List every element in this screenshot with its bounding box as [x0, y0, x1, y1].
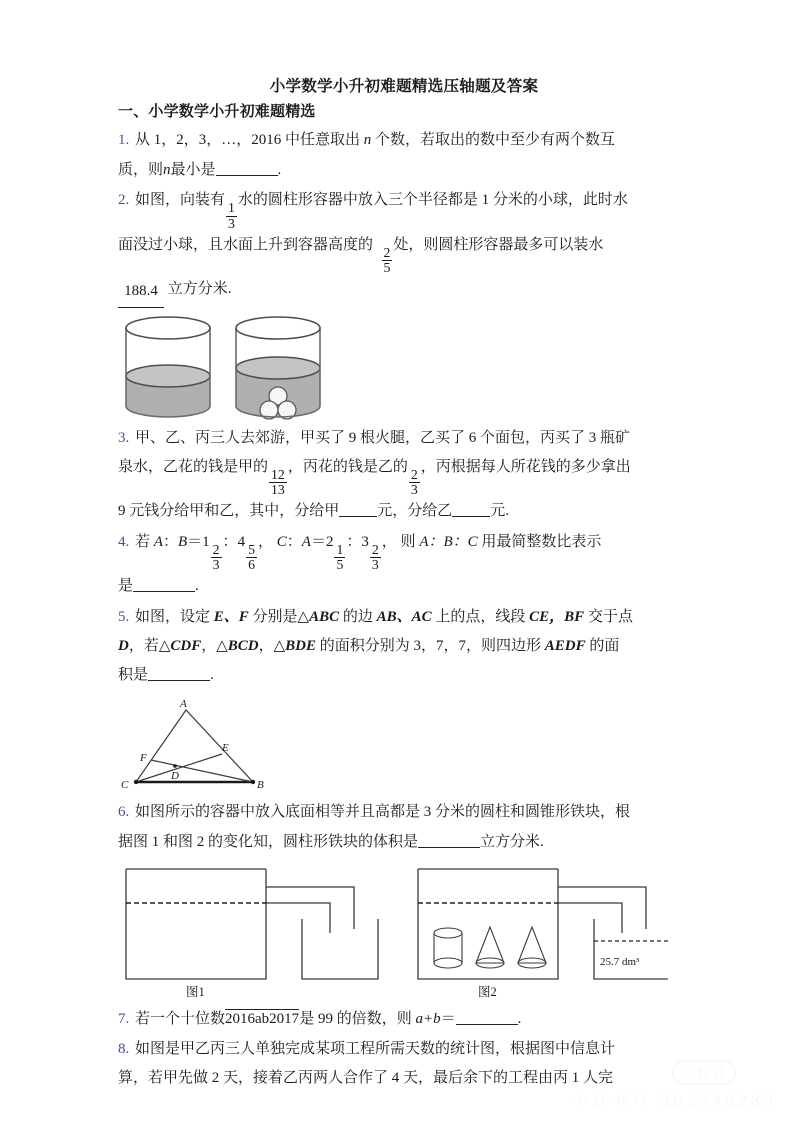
question-6-text-a: 如图所示的容器中放入底面相等并且高都是 3 分米的圆柱和圆锥形铁块，根 [135, 804, 631, 821]
question-5-text-c: 的边 [342, 608, 373, 625]
question-8-text-b: 算，若甲先做 2 天，接着乙丙两人合作了 4 天，最后余下的工程由丙 1 人完 [118, 1070, 614, 1087]
question-5-text-g: ，△ [201, 637, 228, 654]
question-8 [118, 1035, 690, 1094]
question-1-text-c: 质，则 [118, 161, 164, 178]
question-3-fraction-12-13: $\frac{12}{13}$ [271, 467, 285, 498]
question-4-eq2: ＝ [310, 533, 326, 550]
svg-text:A: A [180, 698, 187, 711]
question-7-eq: ＝ [440, 1010, 456, 1027]
question-4-answer-blank [133, 576, 195, 592]
question-4-number: 4. [118, 533, 130, 550]
question-4-mixed-2: 4 $\frac{5}{6}$ [237, 533, 255, 573]
question-6 [118, 798, 690, 857]
question-5-triangle-abc: ABC [309, 608, 340, 625]
question-3-text-b: 泉水，乙花的钱是甲的 [118, 458, 269, 475]
question-4-text-a: 若 [135, 533, 151, 550]
watermark-badge: 小红书 [672, 1060, 736, 1085]
question-1-var-n: n [363, 132, 372, 149]
question-2 [118, 186, 690, 308]
figure-triangle [118, 696, 690, 796]
question-2-text-e: 立方分米. [167, 281, 232, 298]
question-7-overlined-number: 2016ab2017 [225, 1010, 300, 1027]
question-5-text-a: 如图，设定 [135, 608, 211, 625]
question-4-sep4: ： [346, 533, 362, 550]
question-2-answer-value: 188.4 [118, 277, 164, 307]
question-7-number: 7. [118, 1010, 130, 1027]
question-3-text-c: ，丙花的钱是乙的 [287, 458, 408, 475]
question-1: 1. 从 1，2，3，…，2016 中任意取出 n 个数，若取出的数中至少有两个数互 质，则n最小是 . [118, 132, 616, 178]
question-7 [118, 1005, 690, 1034]
document-content [118, 76, 690, 1095]
figure-cylinders [118, 314, 690, 422]
question-4-eq1: ＝ [187, 533, 203, 550]
question-2-text-b: 水的圆柱形容器中放入三个半径都是 1 分米的小球，此时水 [237, 191, 628, 208]
question-5: 5. 如图，设定 E、F 分别是△ABC 的边 AB、AC 上的点，线段 CE，BF 交于点 D，若△CDF，△BCD，△BDE 的面积分别为 3，7，7，则四边形 AEDF 的面 积是 . [118, 608, 633, 684]
figure-containers [118, 863, 690, 1003]
question-4-mixed-4: 3 $\frac{2}{3}$ [361, 533, 379, 573]
question-3-text-g: 元. [490, 503, 510, 520]
question-5-number: 5. [118, 608, 130, 625]
page-title: 小学数学小升初难题精选压轴题及答案 [269, 78, 539, 95]
question-1-number: 1. [118, 132, 130, 149]
question-4-var-b1: B [177, 533, 188, 550]
question-6-answer-blank [418, 832, 480, 848]
question-2-fraction-one-third: $\frac{1}{3}$ [228, 200, 235, 231]
question-3-blank-yi [452, 501, 490, 517]
question-5-segments: CE，BF [529, 608, 585, 625]
question-3-number: 3. [118, 429, 130, 446]
watermark-text: 小红书号 302340233 [572, 1093, 777, 1110]
question-5-quad-aedf: AEDF [544, 637, 586, 654]
question-7-expr: a+b [415, 1010, 441, 1027]
svg-text:C: C [121, 779, 129, 792]
question-5-tri-bde: BDE [285, 637, 317, 654]
question-4-comma2: ， [381, 533, 397, 550]
question-3-fraction-2-3: $\frac{2}{3}$ [410, 467, 418, 498]
question-3-blank-jia [339, 501, 377, 517]
svg-text:F: F [140, 752, 147, 765]
question-1-text-b: 个数，若取出的数中至少有两个数互 [375, 132, 616, 149]
question-5-text-b: 分别是△ [252, 608, 310, 625]
question-5-text-k: 积是 [118, 667, 149, 684]
question-6-text-b: 据图 1 和图 2 的变化知，圆柱形铁块的体积是 [118, 833, 419, 850]
question-4-ratio: A：B：C [419, 533, 478, 550]
question-7-text-b: 是 99 的倍数，则 [299, 1010, 412, 1027]
question-5-tri-cdf: CDF [170, 637, 202, 654]
question-5-point-d: D [118, 637, 129, 654]
question-5-text-f: ，若△ [128, 637, 171, 654]
question-4-mixed-1: 1 $\frac{2}{3}$ [202, 533, 220, 573]
question-6-text-c: 立方分米. [480, 833, 544, 850]
question-2-text-c: 面没过小球，且水面上升到容器高度的 [118, 236, 374, 253]
question-3-text-f: 元，分给乙 [377, 503, 453, 520]
triangle-svg [118, 696, 368, 794]
question-5-text-d: 上的点，线段 [435, 608, 526, 625]
question-4-var-a2: A [301, 533, 311, 550]
cylinders-svg [118, 314, 348, 422]
question-3-text-a: 甲、乙、丙三人去郊游，甲买了 9 根火腿，乙买了 6 个面包，丙买了 3 瓶矿 [135, 429, 631, 446]
question-7-text-c: . [517, 1010, 522, 1027]
question-5-text-e: 交于点 [587, 608, 633, 625]
question-8-text-a: 如图是甲乙丙三人单独完成某项工程所需天数的统计图，根据图中信息计 [135, 1041, 616, 1058]
question-5-answer-blank [148, 665, 210, 681]
question-5-text-h: ，△ [258, 637, 286, 654]
question-1-var-n2: n [163, 161, 171, 178]
question-2-fraction-two-fifths: $\frac{2}{5}$ [383, 245, 391, 276]
question-4-var-c1: C [276, 533, 287, 550]
section-heading: 一、小学数学小升初难题精选 [118, 103, 316, 120]
question-5-text-i: 的面积分别为 3，7，7，则四边形 [319, 637, 542, 654]
question-4-text-b: 则 [400, 533, 416, 550]
question-7-text-a: 若一个十位数 [135, 1010, 226, 1027]
svg-text:B: B [257, 779, 264, 792]
question-5-points-ef: E、F [213, 608, 249, 625]
figure-2-caption: 图2 [478, 984, 497, 999]
question-4-var-a1: A [153, 533, 163, 550]
question-2-text-d: 处，则圆柱形容器最多可以装水 [393, 236, 604, 253]
question-4: 4. 若 A：B＝1 $\frac{2}{3}$ ：4 $\frac{5}{6}$ ， C：A＝2 $\frac{1}{5}$ ：3 $\frac{2}{3}$ ， 则 A：B：C 用最简整数比表示 是 . [118, 528, 690, 602]
question-5-text-j: 的面 [589, 637, 620, 654]
question-1-text-d: 最小是 [170, 161, 216, 178]
question-6-number: 6. [118, 804, 130, 821]
question-4-text-d: 是 [118, 578, 134, 595]
svg-text:E: E [222, 742, 229, 755]
question-1-answer-blank [216, 160, 278, 176]
question-4-text-c: 用最简整数比表示 [481, 533, 602, 550]
figure-1-caption: 图1 [186, 984, 205, 999]
question-3 [118, 424, 690, 527]
containers-svg [118, 863, 668, 999]
question-4-mixed-3: 2 $\frac{1}{5}$ [325, 533, 344, 573]
question-8-number: 8. [118, 1041, 130, 1058]
question-5-sides: AB、AC [376, 608, 432, 625]
question-2-number: 2. [118, 191, 130, 208]
question-1-text-a: 从 1，2，3，…，2016 中任意取出 [135, 132, 361, 149]
question-4-comma1: ， [257, 533, 273, 550]
question-3-text-e: 9 元钱分给甲和乙，其中，分给甲 [118, 503, 340, 520]
question-4-sep2: ： [222, 533, 238, 550]
question-4-sep3: ： [286, 533, 302, 550]
svg-text:D: D [171, 770, 179, 783]
question-2-text-a: 如图，向装有 [135, 191, 226, 208]
question-3-text-d: ，丙根据每人所花钱的多少拿出 [420, 458, 631, 475]
question-7-answer-blank [456, 1009, 518, 1025]
question-4-sep1: ： [162, 533, 178, 550]
question-5-tri-bcd: BCD [227, 637, 259, 654]
volume-label: 25.7 dm³ [600, 955, 640, 968]
